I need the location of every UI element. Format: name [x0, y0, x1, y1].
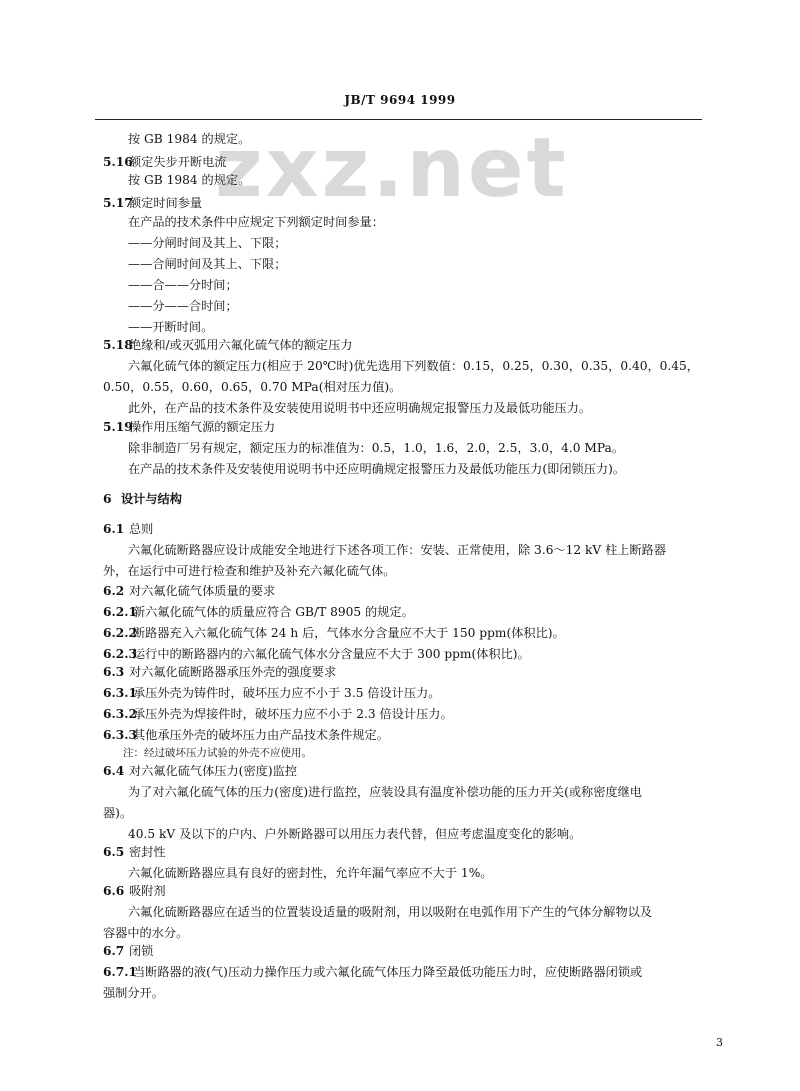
- clause-title: 额定失步开断电流: [129, 155, 227, 169]
- clause-6-2-1: [103, 604, 414, 620]
- clause-number: 5.16: [103, 155, 133, 169]
- paragraph-text: 器)。: [103, 806, 133, 820]
- clause-number: 6.7.1: [103, 965, 137, 979]
- text-line: [103, 563, 396, 579]
- clause-title: 总则: [129, 522, 154, 536]
- paragraph-text: 注：经过破坏压力试验的外壳不应使用。: [123, 747, 312, 759]
- text-line: [103, 985, 164, 1001]
- text-line: [103, 925, 188, 941]
- text-line: [128, 865, 492, 881]
- clause-6-1: [103, 521, 153, 537]
- clause-number: 6.3.3: [103, 728, 137, 742]
- clause-title: 新六氟化硫气体的质量应符合 GB/T 8905 的规定。: [133, 605, 414, 619]
- clause-number: 6.6: [103, 884, 125, 898]
- clause-title: 对六氟化硫气体压力(密度)监控: [129, 764, 297, 778]
- clause-title: 运行中的断路器内的六氟化硫气体水分含量应不大于 300 ppm(体积比)。: [133, 647, 530, 661]
- text-line: [103, 805, 132, 821]
- clause-6-2: [103, 583, 275, 599]
- clause-title: 吸附剂: [129, 884, 166, 898]
- clause-6-3-2: [103, 706, 453, 722]
- paragraph-text: 此外，在产品的技术条件及安装使用说明书中还应明确规定报警压力及最低功能压力。: [128, 401, 592, 415]
- text-line: [128, 400, 591, 416]
- clause-5-19: [103, 419, 275, 435]
- clause-title: 其他承压外壳的破坏压力由产品技术条件规定。: [133, 728, 389, 742]
- text-line: [128, 440, 624, 456]
- clause-6-7: [103, 943, 153, 959]
- clause-number: 6.3.2: [103, 707, 137, 721]
- clause-6-3-3: [103, 727, 389, 743]
- paragraph-text: 在产品的技术条件中应规定下列额定时间参量：: [128, 215, 384, 229]
- clause-title: 当断路器的液(气)压动力操作压力或六氟化硫气体压力降至最低功能压力时，应使断路器闭锁或: [133, 965, 643, 979]
- clause-title: 额定时间参量: [129, 196, 203, 210]
- text-line: [128, 172, 250, 188]
- clause-number: 6.1: [103, 522, 125, 536]
- clause-6-7-1: [103, 964, 642, 980]
- clause-6-2-2: [103, 625, 565, 641]
- clause-number: 6.2.1: [103, 605, 137, 619]
- text-line: [128, 256, 286, 272]
- clause-number: 6.2.2: [103, 626, 137, 640]
- watermark: zxz.net: [215, 121, 569, 216]
- clause-6-2-3: [103, 646, 530, 662]
- text-line: [128, 235, 286, 251]
- text-line: [128, 542, 666, 558]
- note-line: [123, 745, 312, 761]
- clause-title: 设计与结构: [121, 492, 182, 506]
- clause-5-16: [103, 154, 227, 170]
- clause-title: 断路器充入六氟化硫气体 24 h 后，气体水分含量应不大于 150 ppm(体积比)。: [133, 626, 565, 640]
- paragraph-text: ——分闸时间及其上、下限；: [128, 236, 287, 250]
- document-code-header: JB/T 9694 1999: [344, 93, 456, 107]
- clause-5-18: [103, 337, 352, 353]
- clause-title: 密封性: [129, 845, 166, 859]
- clause-6-3: [103, 664, 336, 680]
- paragraph-text: 除非制造厂另有规定，额定压力的标准值为：0.5，1.0，1.6，2.0，2.5，3.0，4.0 MPa。: [128, 441, 625, 455]
- clause-title: 闭锁: [129, 944, 154, 958]
- text-line: [128, 131, 250, 147]
- paragraph-text: 0.50，0.55，0.60，0.65，0.70 MPa(相对压力值)。: [103, 380, 402, 394]
- clause-number: 6.3.1: [103, 686, 137, 700]
- text-line: [128, 904, 652, 920]
- paragraph-text: ——合闸时间及其上、下限；: [128, 257, 287, 271]
- clause-6-3-1: [103, 685, 440, 701]
- text-line: [128, 826, 581, 842]
- clause-title: 对六氟化硫断路器承压外壳的强度要求: [129, 665, 337, 679]
- clause-title: 承压外壳为焊接件时，破坏压力应不小于 2.3 倍设计压力。: [133, 707, 453, 721]
- clause-number: 6.2: [103, 584, 125, 598]
- clause-number: 6: [103, 492, 112, 506]
- clause-6: [103, 491, 182, 507]
- paragraph-text: 强制分开。: [103, 986, 164, 1000]
- header-rule: [95, 119, 702, 120]
- clause-number: 6.2.3: [103, 647, 137, 661]
- clause-title: 绝缘和/或灭弧用六氟化硫气体的额定压力: [129, 338, 353, 352]
- paragraph-text: 六氟化硫气体的额定压力(相应于 20℃时)优先选用下列数值：0.15，0.25，0.30，0.35，0.40，0.45，: [128, 359, 699, 373]
- clause-6-5: [103, 844, 166, 860]
- text-line: [128, 358, 699, 374]
- clause-title: 对六氟化硫气体质量的要求: [129, 584, 276, 598]
- clause-number: 5.17: [103, 196, 133, 210]
- paragraph-text: 按 GB 1984 的规定。: [128, 173, 251, 187]
- clause-number: 5.18: [103, 338, 133, 352]
- text-line: [128, 784, 642, 800]
- clause-number: 5.19: [103, 420, 133, 434]
- clause-number: 6.5: [103, 845, 125, 859]
- paragraph-text: ——合——分时间；: [128, 278, 238, 292]
- clause-6-4: [103, 763, 297, 779]
- text-line: [128, 319, 213, 335]
- text-line: [128, 298, 238, 314]
- text-line: [128, 461, 625, 477]
- paragraph-text: 六氟化硫断路器应在适当的位置装设适量的吸附剂，用以吸附在电弧作用下产生的气体分解物以及: [128, 905, 653, 919]
- paragraph-text: 容器中的水分。: [103, 926, 189, 940]
- paragraph-text: ——分——合时间；: [128, 299, 238, 313]
- clause-number: 6.4: [103, 764, 125, 778]
- text-line: [103, 379, 401, 395]
- paragraph-text: 外，在运行中可进行检查和维护及补充六氟化硫气体。: [103, 564, 396, 578]
- paragraph-text: 六氟化硫断路器应具有良好的密封性，允许年漏气率应不大于 1%。: [128, 866, 493, 880]
- page-number: 3: [716, 1036, 723, 1049]
- paragraph-text: 40.5 kV 及以下的户内、户外断路器可以用压力表代替，但应考虑温度变化的影响。: [128, 827, 582, 841]
- paragraph-text: 六氟化硫断路器应设计成能安全地进行下述各项工作：安装、正常使用，除 3.6～12 kV 柱上断路器: [128, 543, 667, 557]
- text-line: [128, 277, 238, 293]
- clause-title: 承压外壳为铸件时，破坏压力应不小于 3.5 倍设计压力。: [133, 686, 441, 700]
- paragraph-text: 为了对六氟化硫气体的压力(密度)进行监控，应装设具有温度补偿功能的压力开关(或称密度继电: [128, 785, 642, 799]
- text-line: [128, 214, 384, 230]
- paragraph-text: ——开断时间。: [128, 320, 214, 334]
- clause-number: 6.7: [103, 944, 125, 958]
- paragraph-text: 在产品的技术条件及安装使用说明书中还应明确规定报警压力及最低功能压力(即闭锁压力)。: [128, 462, 626, 476]
- clause-title: 操作用压缩气源的额定压力: [129, 420, 276, 434]
- clause-number: 6.3: [103, 665, 125, 679]
- clause-5-17: [103, 195, 202, 211]
- clause-6-6: [103, 883, 166, 899]
- paragraph-text: 按 GB 1984 的规定。: [128, 132, 251, 146]
